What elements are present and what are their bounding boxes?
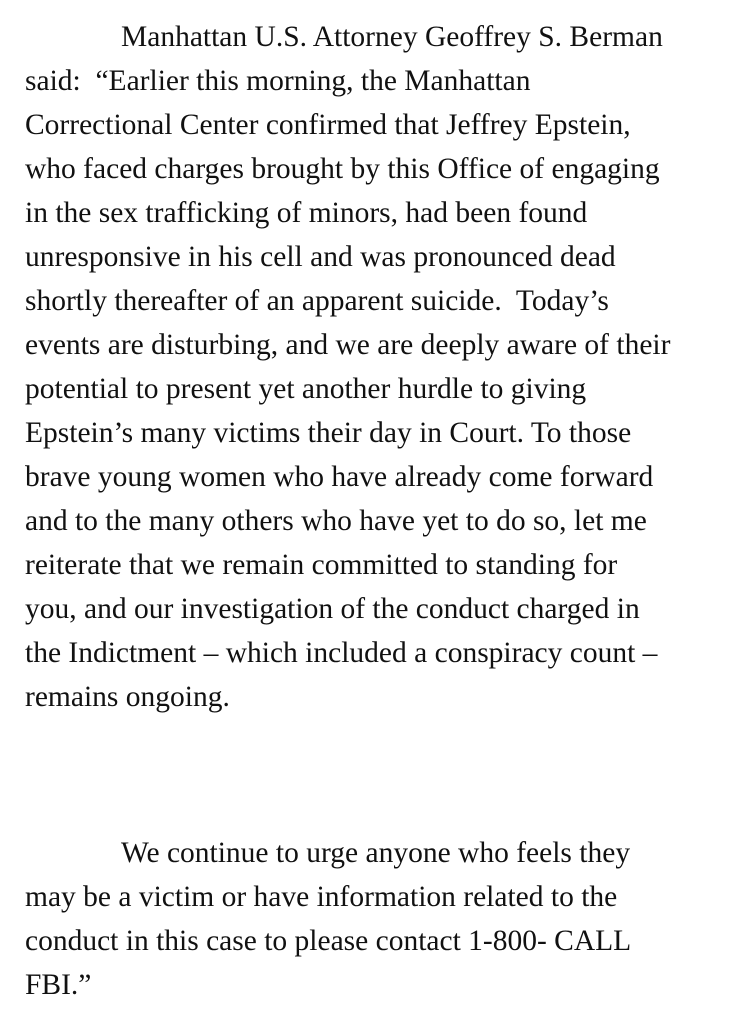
text-line: events are disturbing, and we are deeply aware of their xyxy=(25,329,671,361)
text-line: and to the many others who have yet to do so, let me xyxy=(25,505,647,537)
text-line: shortly thereafter of an apparent suicide. Today’s xyxy=(25,285,609,317)
text-line: unresponsive in his cell and was pronounced dead xyxy=(25,241,616,273)
text-line: Epstein’s many victims their day in Court. To those xyxy=(25,417,632,449)
text-line: in the sex trafficking of minors, had been found xyxy=(25,197,588,229)
text-line: you, and our investigation of the conduct charged in xyxy=(25,593,640,625)
text-line: who faced charges brought by this Office of engaging xyxy=(25,153,660,185)
text-line: brave young women who have already come forward xyxy=(25,461,654,493)
text-line: conduct in this case to please contact 1-800- CALL xyxy=(25,925,632,957)
text-line: FBI.” xyxy=(25,969,92,1001)
text-line: said: “Earlier this morning, the Manhattan xyxy=(25,65,531,97)
text-line: reiterate that we remain committed to standing for xyxy=(25,549,618,581)
text-line: We continue to urge anyone who feels they xyxy=(121,837,631,869)
text-line: the Indictment – which included a conspiracy count – xyxy=(25,637,658,669)
text-line: potential to present yet another hurdle to giving xyxy=(25,373,587,405)
text-line: remains ongoing. xyxy=(25,681,230,713)
text-line: Correctional Center confirmed that Jeffrey Epstein, xyxy=(25,109,631,141)
text-line: may be a victim or have information related to the xyxy=(25,881,618,913)
text-line: Manhattan U.S. Attorney Geoffrey S. Berman xyxy=(121,21,663,53)
